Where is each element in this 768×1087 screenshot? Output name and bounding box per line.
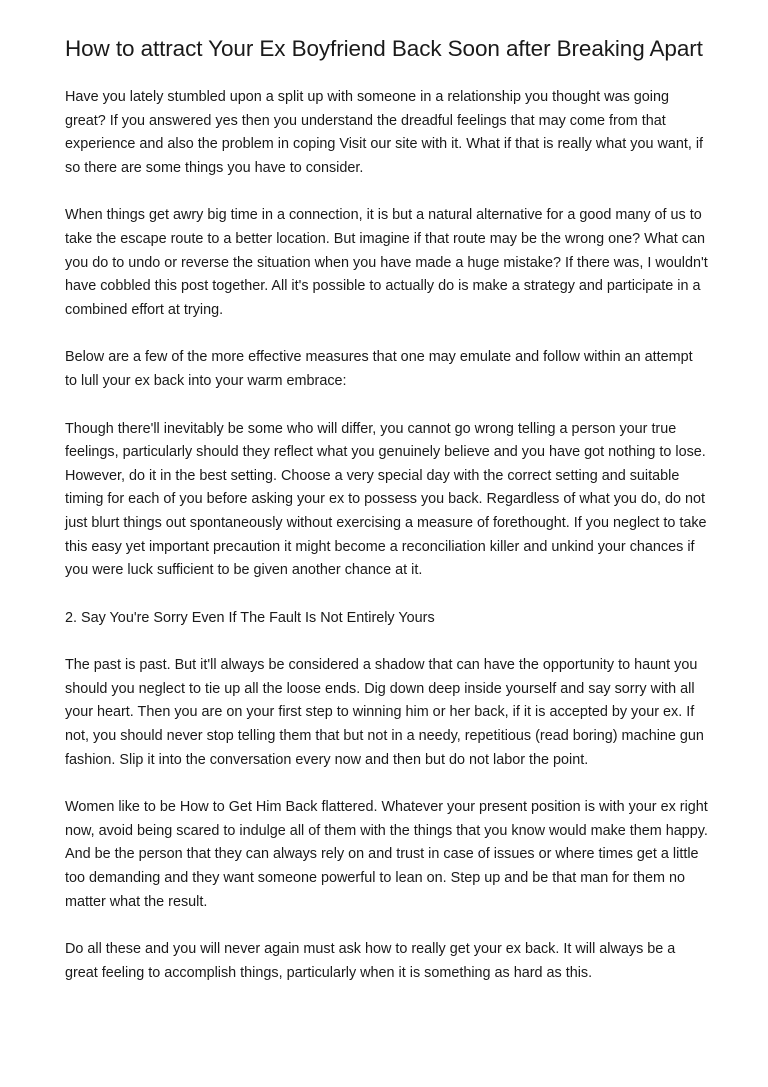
section-heading: 2. Say You're Sorry Even If The Fault Is Not Entirely Yours [65,609,435,626]
article-body [65,86,708,985]
page-title: How to attract Your Ex Boyfriend Back Soon after Breaking Apart [65,36,703,61]
paragraph: The past is past. But it'll always be considered a shadow that can have the opportunity to haunt you should you neglect to tie up all the loose ends. Dig down deep inside yourself and say sorry with all your heart. Then you are on your first step to winning him or her back, if it is accepted by your ex. If not, you should never stop telling them that but not in a needy, repetitious (read boring) machine gun fashion. Slip it into the conversation every now and then but do not labor the point. [65,657,704,768]
paragraph: When things get awry big time in a connection, it is but a natural alternative for a good many of us to take the escape route to a better location. But imagine if that route may be the wrong one? What can you do to undo or reverse the situation when you have made a huge mistake? If there was, I wouldn't have cobbled this post together. All it's possible to actually do is make a strategy and participate in a combined effort at trying. [65,207,708,318]
paragraph: Below are a few of the more effective measures that one may emulate and follow within an attempt to lull your ex back into your warm embrace: [65,349,693,389]
paragraph: Women like to be How to Get Him Back flattered. Whatever your present position is with your ex right now, avoid being scared to indulge all of them with the things that you know would make them happy. And be the person that they can always rely on and trust in case of issues or where times get a little too demanding and they want someone powerful to lean on. Step up and be that man for them no matter what the result. [65,799,708,910]
paragraph: Do all these and you will never again must ask how to really get your ex back. It will always be a great feeling to accomplish things, particularly when it is something as hard as this. [65,941,676,981]
paragraph: Though there'll inevitably be some who will differ, you cannot go wrong telling a person your true feelings, particularly should they reflect what you genuinely believe and you have got nothing to lose. However, do it in the best setting. Choose a very special day with the correct setting and suitable timing for each of you before asking your ex to possess you back. Regardless of what you do, do not just blurt things out spontaneously without exercising a measure of forethought. If you neglect to take this easy yet important precaution it might become a reconciliation killer and unkind your chances if you were luck sufficient to be given another chance at it. [65,420,707,579]
paragraph: Have you lately stumbled upon a split up with someone in a relationship you thought was going great? If you answered yes then you understand the dreadful feelings that may come from that experience and also the problem in coping Visit our site with it. What if that is really what you want, if so there are some things you have to consider. [65,89,704,176]
